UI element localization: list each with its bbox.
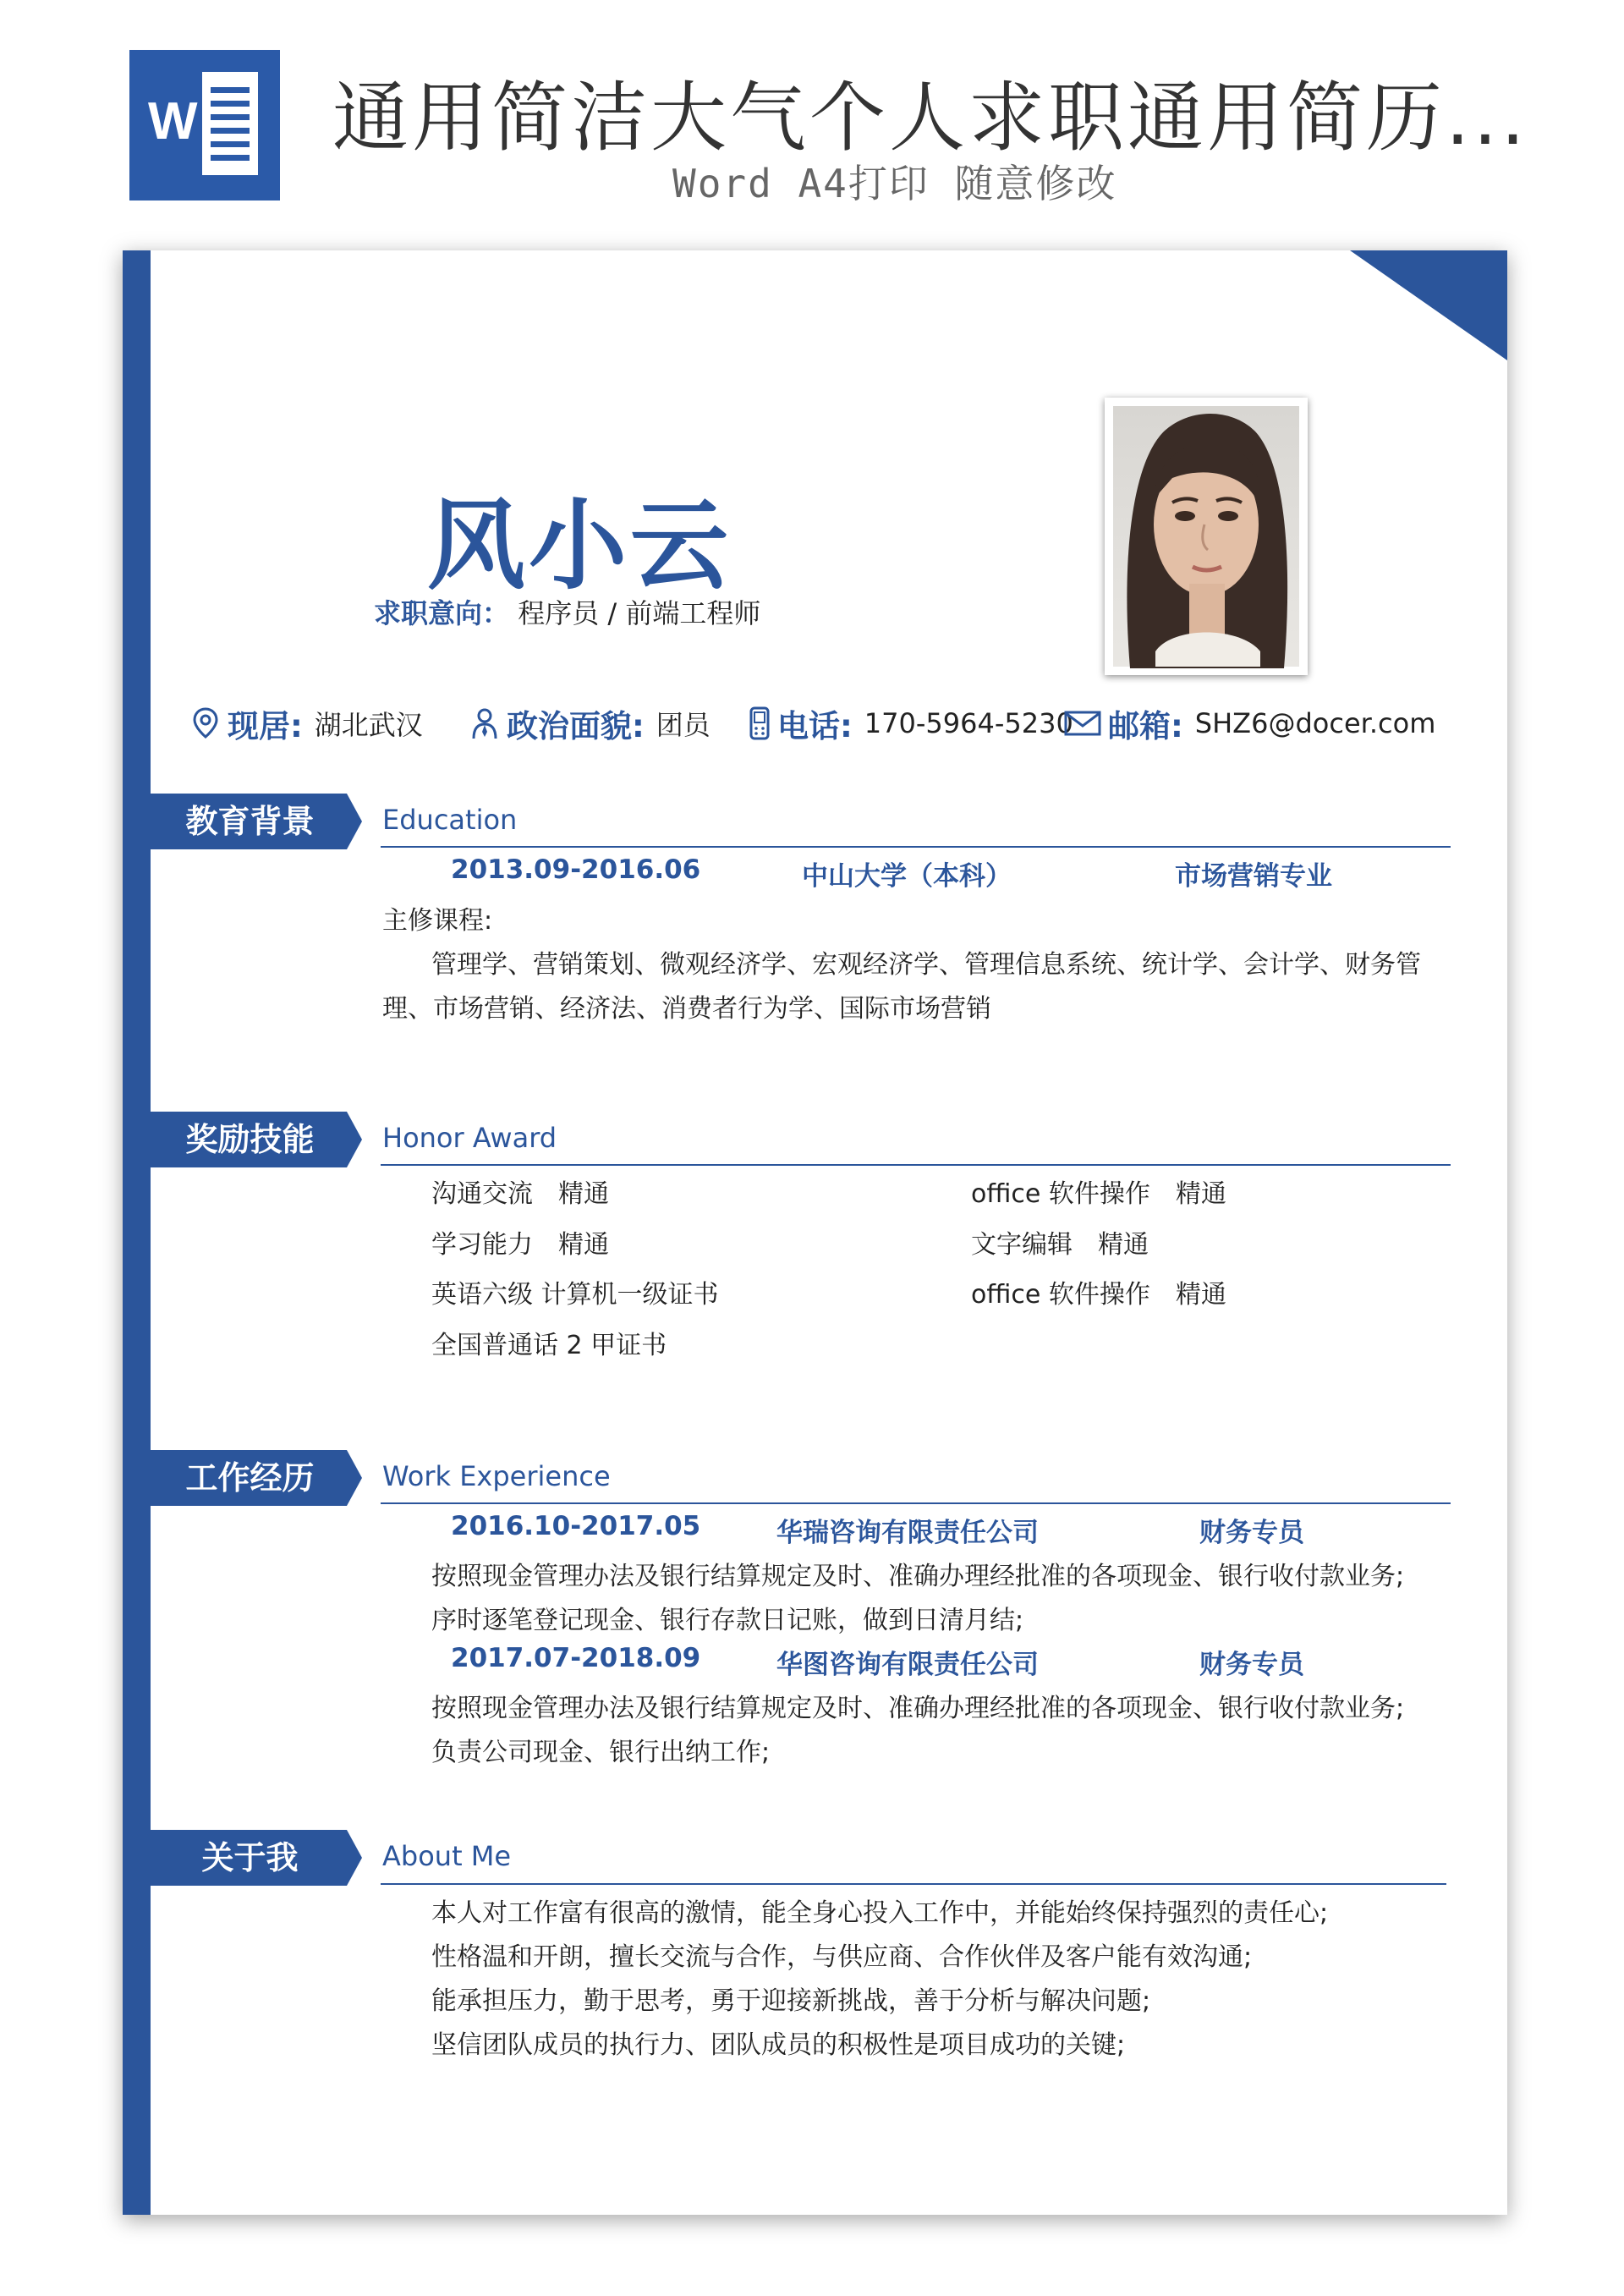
skill-item: 英语六级 计算机一级证书 (431, 1280, 719, 1310)
job-intent-value: 程序员 / 前端工程师 (518, 597, 761, 629)
courses-label: 主修课程: (382, 906, 493, 936)
about-divider (381, 1883, 1446, 1885)
job-company: 华图咨询有限责任公司 (776, 1650, 1039, 1680)
profile-photo (1105, 398, 1308, 675)
location-value: 湖北武汉 (314, 709, 423, 741)
phone-icon (749, 706, 771, 741)
education-school: 中山大学（本科） (802, 861, 1012, 892)
education-major: 市场营销专业 (1175, 861, 1332, 892)
education-divider (381, 846, 1451, 848)
work-title-en: Work Experience (382, 1460, 611, 1492)
job-intent (374, 592, 760, 631)
mail-icon (1064, 710, 1101, 737)
courses-line-2: 理、市场营销、经济法、消费者行为学、国际市场营销 (382, 994, 991, 1024)
job-duty: 按照现金管理办法及银行结算规定及时、准确办理经批准的各项现金、银行收付款业务; (431, 1694, 1405, 1723)
skill-item: 沟通交流 精通 (431, 1179, 609, 1209)
work-divider (381, 1502, 1451, 1504)
phone-label: 电话: (777, 708, 853, 744)
location-icon (190, 706, 221, 740)
skill-item: 学习能力 精通 (431, 1230, 609, 1260)
word-icon: W (129, 50, 280, 200)
about-line: 性格温和开朗，擅长交流与合作，与供应商、合作伙伴及客户能有效沟通; (431, 1942, 1253, 1972)
political-label: 政治面貌: (507, 708, 645, 744)
contact-political (469, 702, 710, 744)
document-title: 通用简洁大气个人求职通用简历... (332, 74, 1528, 162)
skills-title: 奖励技能 (185, 1121, 315, 1158)
job-duty: 负责公司现金、银行出纳工作; (431, 1738, 771, 1767)
skill-item: office 软件操作 精通 (971, 1179, 1226, 1209)
location-label: 现居: (228, 708, 303, 744)
email-value: SHZ6@docer.com (1194, 707, 1436, 739)
document-subtitle: Word A4打印 随意修改 (672, 161, 1117, 206)
contact-email (1064, 702, 1435, 744)
about-line: 本人对工作富有很高的激情，能全身心投入工作中，并能始终保持强烈的责任心; (431, 1898, 1329, 1928)
job-period: 2016.10-2017.05 (451, 1511, 701, 1541)
job-company: 华瑞咨询有限责任公司 (776, 1518, 1039, 1548)
job-intent-label: 求职意向： (374, 597, 510, 629)
job-position: 财务专员 (1199, 1518, 1304, 1548)
contact-bar (190, 702, 1476, 744)
skill-item: office 软件操作 精通 (971, 1280, 1226, 1310)
education-title: 教育背景 (185, 803, 315, 840)
courses-line-1: 管理学、营销策划、微观经济学、宏观经济学、管理信息系统、统计学、会计学、财务管 (431, 950, 1421, 980)
job-position: 财务专员 (1199, 1650, 1304, 1680)
job-duty: 序时逐笔登记现金、银行存款日记账，做到日清月结; (431, 1606, 1024, 1635)
skill-item: 全国普通话 2 甲证书 (431, 1331, 667, 1360)
about-line: 能承担压力，勤于思考，勇于迎接新挑战，善于分析与解决问题; (431, 1986, 1151, 2016)
phone-value: 170-5964-5230 (864, 707, 1073, 739)
contact-location (190, 702, 423, 744)
job-duty: 按照现金管理办法及银行结算规定及时、准确办理经批准的各项现金、银行收付款业务; (431, 1562, 1405, 1591)
corner-decoration (1350, 250, 1507, 369)
education-title-en: Education (382, 804, 518, 836)
about-title-en: About Me (382, 1840, 512, 1872)
skills-title-en: Honor Award (382, 1122, 557, 1154)
education-period: 2013.09-2016.06 (451, 854, 701, 885)
candidate-name: 风小云 (427, 489, 732, 603)
left-accent-bar (123, 250, 151, 2215)
contact-phone (749, 702, 1073, 744)
work-title: 工作经历 (185, 1459, 315, 1497)
job-period: 2017.07-2018.09 (451, 1643, 701, 1673)
political-value: 团员 (656, 709, 710, 741)
about-title: 关于我 (201, 1839, 299, 1876)
skills-divider (381, 1164, 1451, 1166)
person-icon (469, 706, 500, 740)
email-label: 邮箱: (1108, 708, 1183, 744)
about-line: 坚信团队成员的执行力、团队成员的积极性是项目成功的关键; (431, 2030, 1126, 2060)
skill-item: 文字编辑 精通 (971, 1230, 1149, 1260)
